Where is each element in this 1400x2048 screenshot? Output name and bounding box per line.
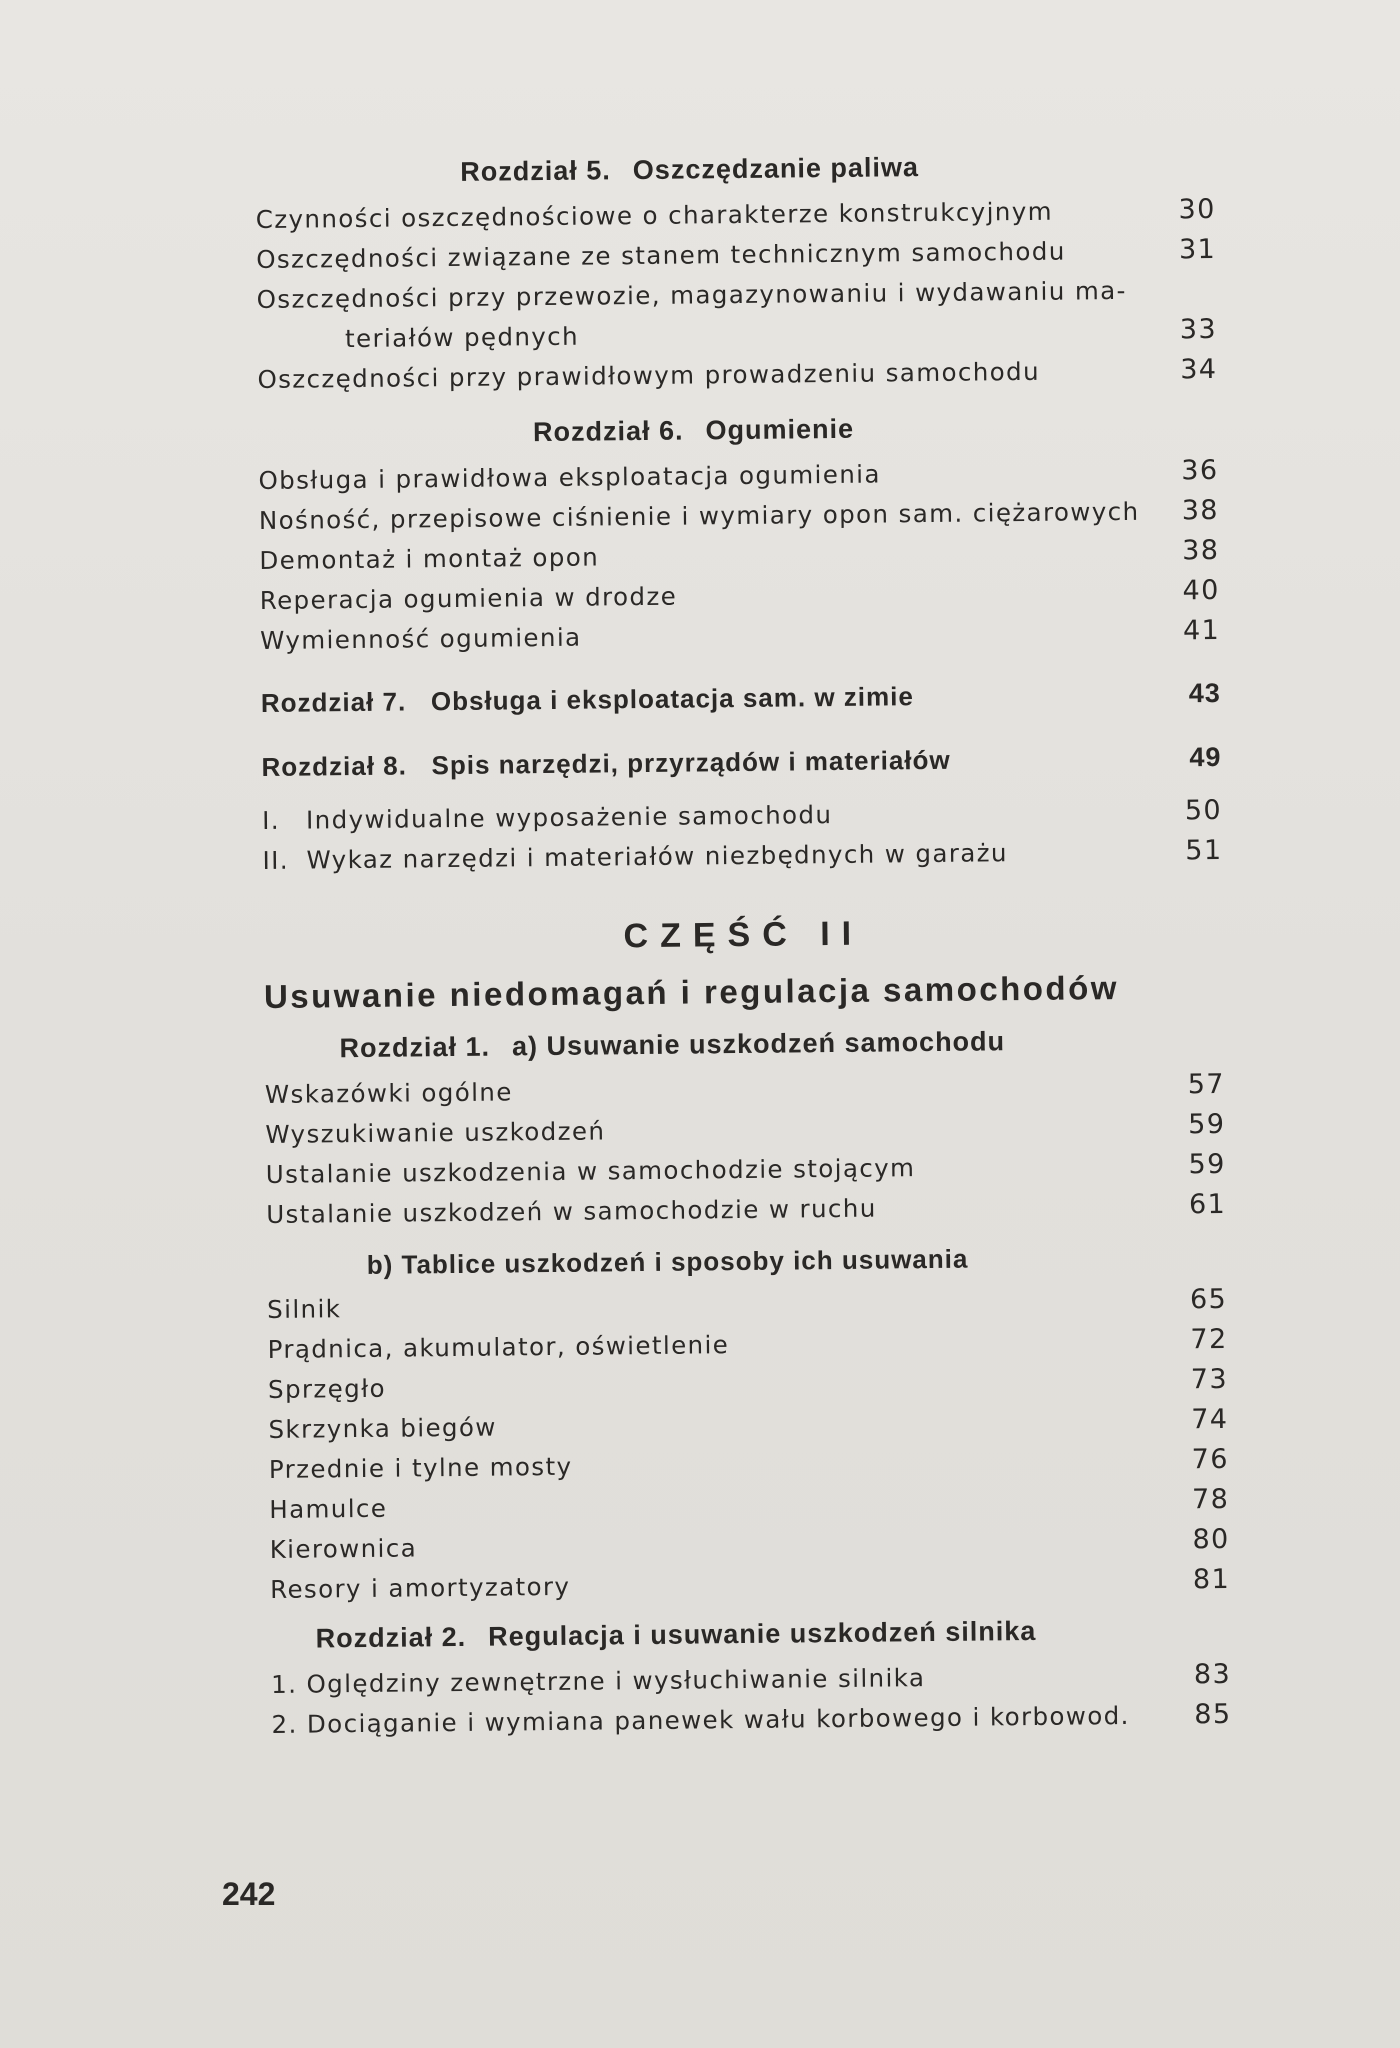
chapter-title: Spis narzędzi, przyrządów i materiałów xyxy=(431,744,951,781)
chapter-title: Regulacja i usuwanie uszkodzeń silnika xyxy=(488,1615,1037,1652)
entry-text xyxy=(261,676,914,723)
entry-text: Oszczędności przy prawidłowym prowadzeniu samochodu xyxy=(257,356,1041,395)
entry-text: Silnik xyxy=(267,1294,342,1324)
entry-page: 38 xyxy=(1181,534,1220,567)
subsection-heading: b) Tablice uszkodzeń i sposoby ich usuwania xyxy=(366,1243,969,1280)
entry-page: 57 xyxy=(1187,1068,1226,1101)
entry-page: 31 xyxy=(1178,233,1217,266)
chapter-title: Ogumienie xyxy=(705,413,855,446)
entry-text: Resory i amortyzatory xyxy=(270,1571,571,1604)
entry-text: Przednie i tylne mosty xyxy=(268,1451,573,1484)
entry-text: Reperacja ogumienia w drodze xyxy=(259,581,678,616)
entry-page: 59 xyxy=(1188,1108,1226,1141)
entry-text: Ustalanie uszkodzeń w samochodzie w ruchu xyxy=(266,1193,877,1229)
entry-page: 85 xyxy=(1194,1698,1232,1731)
chapter-number: Rozdział 6. xyxy=(532,415,684,448)
chapter-title: a) Usuwanie uszkodzeń samochodu xyxy=(511,1026,1006,1062)
entry-number: 1. xyxy=(270,1669,298,1699)
toc-chapter-entry xyxy=(261,737,1221,787)
entry-text xyxy=(261,740,951,787)
entry-text: Wymienność ogumienia xyxy=(260,622,582,655)
page-number: 242 xyxy=(222,1876,276,1912)
entry-text: Czynności oszczędnościowe o charakterze konstrukcyjnym xyxy=(255,196,1054,235)
entry-text: Oszczędności przy przewozie, magazynowaniu i wydawaniu ma- xyxy=(256,275,1127,315)
entry-page: 72 xyxy=(1190,1323,1228,1356)
entry-text: Prądnica, akumulator, oświetlenie xyxy=(267,1330,730,1364)
chapter-title: Obsługa i eksploatacja sam. w zimie xyxy=(430,681,914,717)
entry-page: 43 xyxy=(1188,677,1221,709)
part-title: Usuwanie niedomagań i regulacja samochodów xyxy=(263,969,1120,1015)
entry-text: Wskazówki ogólne xyxy=(264,1077,513,1109)
entry-page: 76 xyxy=(1191,1443,1230,1476)
entry-page: 41 xyxy=(1182,614,1221,647)
entry-page: 50 xyxy=(1184,794,1223,827)
entry-page: 49 xyxy=(1189,741,1222,773)
entry-page: 81 xyxy=(1192,1563,1231,1596)
entry-text: Skrzynka biegów xyxy=(268,1412,497,1444)
chapter-number: Rozdział 1. xyxy=(339,1031,491,1064)
entry-page: 61 xyxy=(1188,1188,1227,1221)
entry-page: 36 xyxy=(1181,454,1219,487)
entry-number: II. xyxy=(262,845,290,875)
entry-page: 80 xyxy=(1192,1523,1230,1556)
entry-page: 30 xyxy=(1178,193,1216,226)
entry-text: Ustalanie uszkodzenia w samochodzie stojącym xyxy=(265,1153,916,1189)
entry-text: I. Indywidualne wyposażenie samochodu xyxy=(262,795,833,841)
entry-page xyxy=(1157,298,1217,299)
entry-text: Sprzęgło xyxy=(267,1373,387,1404)
chapter-heading xyxy=(255,149,1215,190)
part-label: CZĘŚĆ II xyxy=(623,914,864,956)
entry-text: Nośność, przepisowe ciśnienie i wymiary opon sam. ciężarowych xyxy=(258,496,1140,536)
entry-page: 59 xyxy=(1188,1148,1226,1181)
chapter-heading xyxy=(264,1024,1224,1065)
entry-text: Obsługa i prawidłowa eksploatacja ogumienia xyxy=(258,459,881,496)
entry-text: Demontaż i montaż opon xyxy=(259,542,600,576)
table-of-contents xyxy=(255,135,1232,1745)
toc-chapter-entry xyxy=(261,673,1221,723)
entry-page: 34 xyxy=(1180,353,1218,386)
entry-page: 83 xyxy=(1193,1658,1232,1691)
entry-text: Wyszukiwanie uszkodzeń xyxy=(265,1116,606,1149)
chapter-heading xyxy=(271,1614,1231,1655)
entry-page: 73 xyxy=(1190,1363,1229,1396)
entry-text: 1. Oględziny zewnętrzne i wysłuchiwanie silnika xyxy=(270,1663,926,1699)
entry-text: teriałów pędnych xyxy=(344,321,580,354)
entry-page: 51 xyxy=(1185,834,1223,867)
entry-text: Hamulce xyxy=(269,1493,388,1524)
entry-page: 74 xyxy=(1191,1403,1229,1436)
chapter-number: Rozdział 2. xyxy=(315,1621,467,1654)
chapter-number: Rozdział 5. xyxy=(460,155,611,187)
entry-text: 2. Dociąganie i wymiana panewek wału korbowego i korbowod. xyxy=(271,1700,1130,1739)
entry-text: Oszczędności związane ze stanem technicznym samochodu xyxy=(256,236,1066,275)
entry-text: II. Wykaz narzędzi i materiałów niezbędnych w garażu xyxy=(262,833,1008,881)
entry-number: I. xyxy=(261,805,281,835)
entry-page: 65 xyxy=(1189,1283,1228,1316)
entry-page: 38 xyxy=(1181,494,1220,527)
chapter-heading xyxy=(258,410,1218,451)
chapter-title: Oszczędzanie paliwa xyxy=(632,152,920,186)
entry-page: 40 xyxy=(1182,574,1220,607)
chapter-number: Rozdział 8. xyxy=(261,750,408,782)
entry-page: 78 xyxy=(1191,1483,1230,1516)
chapter-number: Rozdział 7. xyxy=(260,686,407,718)
entry-text: Kierownica xyxy=(269,1533,418,1564)
entry-page: 33 xyxy=(1179,313,1218,346)
entry-number: 2. xyxy=(271,1709,298,1739)
